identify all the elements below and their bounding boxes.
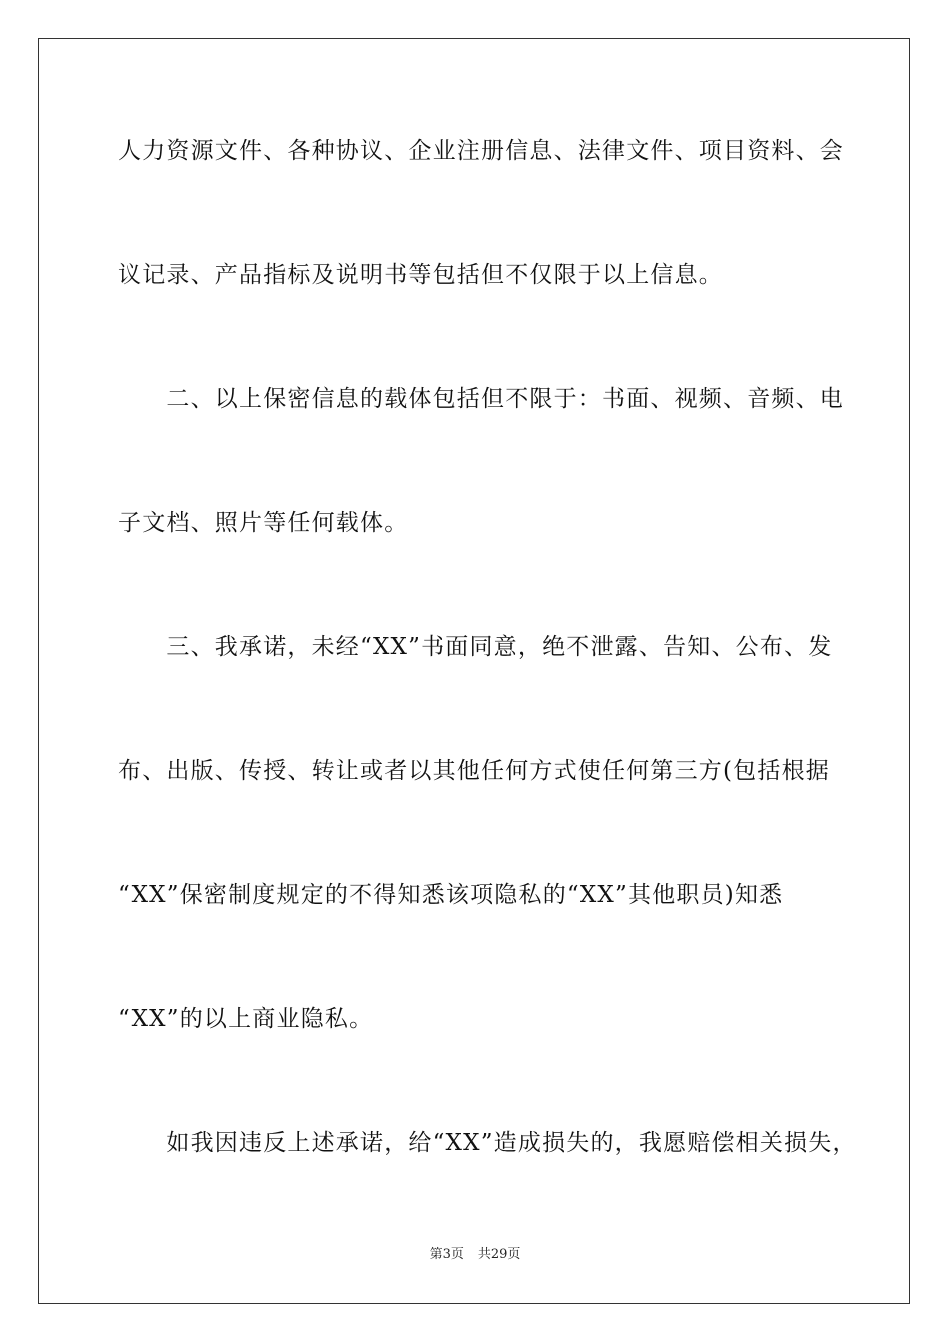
text-line: 如我因违反上述承诺，给“XX”造成损失的，我愿赔偿相关损失， [118, 1130, 857, 1156]
text-line: 人力资源文件、各种协议、企业注册信息、法律文件、项目资料、会 [118, 138, 844, 164]
text-line: 布、出版、传授、转让或者以其他任何方式使任何第三方(包括根据 [118, 758, 830, 784]
page-border [38, 38, 910, 1304]
text-line: “XX”的以上商业隐私。 [118, 1006, 374, 1032]
page-total: 共29页 [477, 1247, 521, 1262]
text-line: 二、以上保密信息的载体包括但不限于：书面、视频、音频、电 [118, 386, 844, 412]
text-line: 议记录、产品指标及说明书等包括但不仅限于以上信息。 [118, 262, 723, 288]
page-footer [0, 1246, 950, 1264]
page-number: 第3页 [429, 1247, 464, 1262]
text-line: “XX”保密制度规定的不得知悉该项隐私的“XX”其他职员)知悉 [118, 882, 784, 908]
text-line: 子文档、照片等任何载体。 [118, 510, 409, 536]
text-line: 三、我承诺，未经“XX”书面同意，绝不泄露、告知、公布、发 [118, 634, 833, 660]
